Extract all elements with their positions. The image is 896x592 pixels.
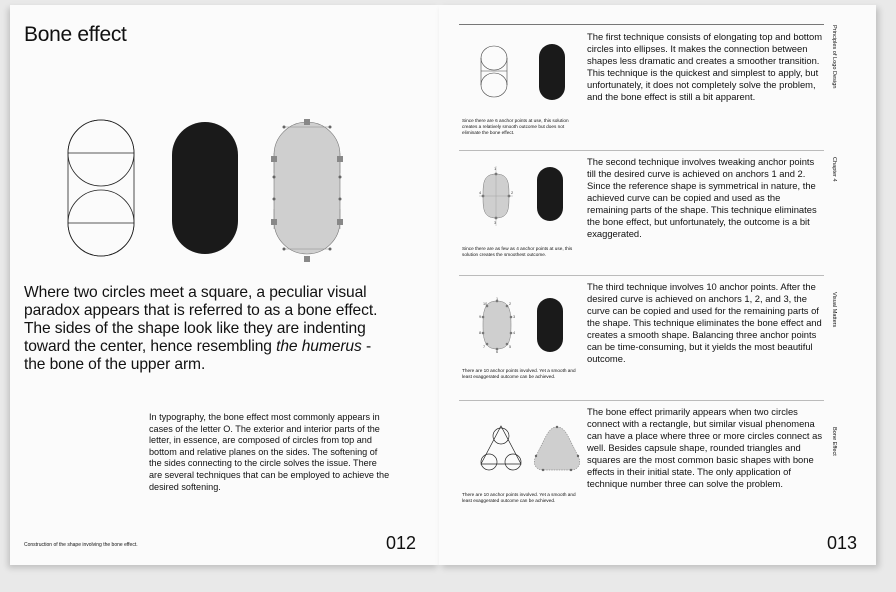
sidebar-chapter: Chapter 4	[831, 157, 837, 182]
anchor-label: 2	[509, 302, 512, 306]
anchor-label: 4	[479, 190, 482, 195]
section-divider	[459, 150, 824, 151]
intro-paragraph: Where two circles meet a square, a peculiar visual paradox appears that is referred to as a bone effect. The sides of the shape look like they are indenting toward the center, hence resembling the humerus - the bone of the upper arm.	[24, 284, 378, 373]
right-page	[439, 5, 876, 565]
anchor-label: 3	[494, 220, 497, 225]
page-title: Bone effect	[24, 23, 127, 46]
technique-1-section	[459, 25, 824, 149]
sidebar-book-title: Principles of Logo Design	[831, 25, 837, 89]
bone-construction-figure	[62, 113, 362, 273]
technique-3-text: The third technique involves 10 anchor points. After the desired curve is achieved on anchors 1, 2, and 3, the curve can be copied and used for the remaining parts of the shape. This technique eliminates the bone effect and creates a smooth shape. Balancing three anchor points can be time-consuming, but it yields the most beautiful outcome.	[587, 281, 822, 364]
outline-shape	[68, 120, 134, 256]
technique-2-caption: Since there are as few as 4 anchor points at use, this solution creates the smoothest outcome.	[462, 246, 573, 257]
anchor-label: 9	[479, 315, 482, 319]
anchor-label: 5	[509, 345, 512, 349]
anchor-label: 8	[479, 331, 482, 335]
figure-caption: Construction of the shape involving the bone effect.	[24, 542, 138, 548]
technique-3-figure	[479, 297, 569, 353]
triangle-caption: There are 10 anchor points involved. Yet a smooth and least exaggerated outcome can be achieved.	[462, 492, 576, 503]
triangle-text: The bone effect primarily appears when two circles connect with a rectangle, but similar visual phenomena can have a place where three or more circles connect as well. Besides capsule shape, rounded triangles and squares are the most common basic shapes with bone effects in their initial state. The only application of technique number three can solve the problem.	[587, 406, 823, 489]
anchor-label: 1	[496, 297, 499, 301]
left-page	[10, 5, 439, 565]
technique-2-section	[459, 150, 824, 274]
technique-3-section	[459, 275, 824, 399]
anchor-label: 10	[483, 302, 488, 306]
black-capsule	[172, 122, 238, 254]
section-divider	[459, 400, 824, 401]
section-divider	[459, 275, 824, 276]
technique-2-figure	[479, 164, 569, 228]
circles-square-outline	[68, 120, 134, 256]
page-number-right: 013	[827, 533, 858, 553]
technique-2-text: The second technique involves tweaking anchor points till the desired curve is achieved on anchors 1 and 2. Since the reference shape is symmetrical in nature, the achieved curve can be copied and used as the remaining parts of the shape. This technique eliminates the bone effect, but unfortunately, the outcome is a bit exaggerated.	[587, 156, 817, 239]
anchor-label: 1	[494, 166, 497, 171]
anchor-label: 4	[513, 331, 516, 335]
anchor-label: 7	[483, 345, 486, 349]
technique-1-figure	[479, 43, 569, 103]
technique-3-caption: There are 10 anchor points involved. Yet a smooth and least exaggerated outcome can be achieved.	[462, 368, 576, 379]
sidebar-topic: Bone Effect	[831, 427, 837, 456]
sidebar-section: Visual Matters	[831, 292, 837, 328]
rounded-triangle-figure	[479, 424, 589, 476]
page-number-left: 012	[386, 533, 417, 553]
triangle-section	[459, 400, 824, 530]
anchor-label: 3	[513, 315, 516, 319]
technique-1-caption: Since there are 6 anchor points at use, this solution creates a relatively smooth outcome but does not eliminate the bone effect.	[462, 118, 569, 135]
gray-capsule-with-anchors	[271, 119, 343, 262]
technique-1-text: The first technique consists of elongating top and bottom circles into ellipses. It makes the connection between shapes less dramatic and creates a smoother transition. This technique is the quickest and simplest to apply, but unfortunately, it does not completely solve the problem, and the bone effect is still a bit apparent.	[587, 31, 823, 102]
body-paragraph: In typography, the bone effect most commonly appears in cases of the letter O. The exterior and interior parts of the letter, in essence, are composed of circles from top and bottom and relative planes on the sides. The softening of the sides connecting to the circle solves the issue. There are several techniques that can be employed to achieve the desired softening.	[149, 412, 390, 492]
anchor-label: 2	[511, 190, 514, 195]
anchor-label: 6	[496, 350, 499, 353]
